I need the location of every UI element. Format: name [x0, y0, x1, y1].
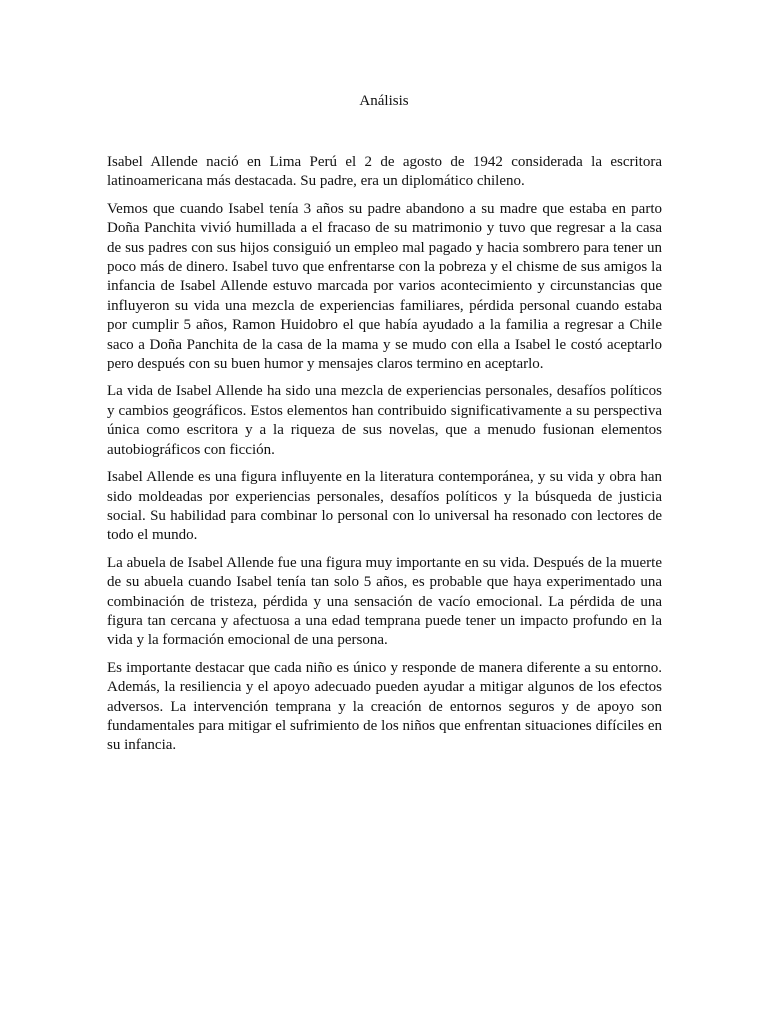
page-title: Análisis	[359, 93, 409, 109]
paragraph-resilience: Es importante destacar que cada niño es único y responde de manera diferente a su entorno. Además, la resiliencia y el apoyo adecuado pueden ayudar a mitigar algunos de los efectos adversos. La intervención temprana y la creación de entornos seguros y de apoyo son fundamentales para mitigar el sufrimiento de los niños que enfrentan situaciones difíciles en su infancia.	[107, 659, 662, 754]
paragraph-life-mix: La vida de Isabel Allende ha sido una mezcla de experiencias personales, desafíos políticos y cambios geográficos. Estos elementos han contribuido significativamente a su perspectiva única como escritora y a la riqueza de sus novelas, que a menudo fusionan elementos autobiográficos con ficción.	[107, 383, 662, 458]
document-body	[107, 153, 662, 764]
paragraph-grandmother: La abuela de Isabel Allende fue una figura muy importante en su vida. Después de la muerte de su abuela cuando Isabel tenía tan solo 5 años, es probable que haya experimentado una combinación de tristeza, pérdida y una sensación de vacío emocional. La pérdida de una figura tan cercana y afectuosa a una edad temprana puede tener un impacto profundo en la vida y la formación emocional de una persona.	[107, 554, 662, 649]
paragraph-childhood: Vemos que cuando Isabel tenía 3 años su padre abandono a su madre que estaba en parto Doña Panchita vivió humillada a el fracaso de su matrimonio y tuvo que regresar a la casa de sus padres con sus hijos consiguió un empleo mal pagado y hacia sombrero para tener un poco más de dinero. Isabel tuvo que enfrentarse con la pobreza y el chisme de sus amigos la infancia de Isabel Allende estuvo marcada por varios acontecimiento y circunstancias que influyeron su vida una mezcla de experiencias familiares, pérdida personal cuando estaba por cumplir 5 años, Ramon Huidobro el que había ayudado a la familia a regresar a Chile saco a Doña Panchita de la casa de la mama y se mudo con ella a Isabel le costó aceptarlo pero después con su buen humor y mensajes claros termino en aceptarlo.	[107, 200, 662, 373]
paragraph-influence: Isabel Allende es una figura influyente en la literatura contemporánea, y su vida y obra han sido moldeadas por experiencias personales, desafíos políticos y la búsqueda de justicia social. Su habilidad para combinar lo personal con lo universal ha resonado con lectores de todo el mundo.	[107, 469, 662, 544]
paragraph-birth: Isabel Allende nació en Lima Perú el 2 de agosto de 1942 considerada la escritora latinoamericana más destacada. Su padre, era un diplomático chileno.	[107, 154, 662, 190]
